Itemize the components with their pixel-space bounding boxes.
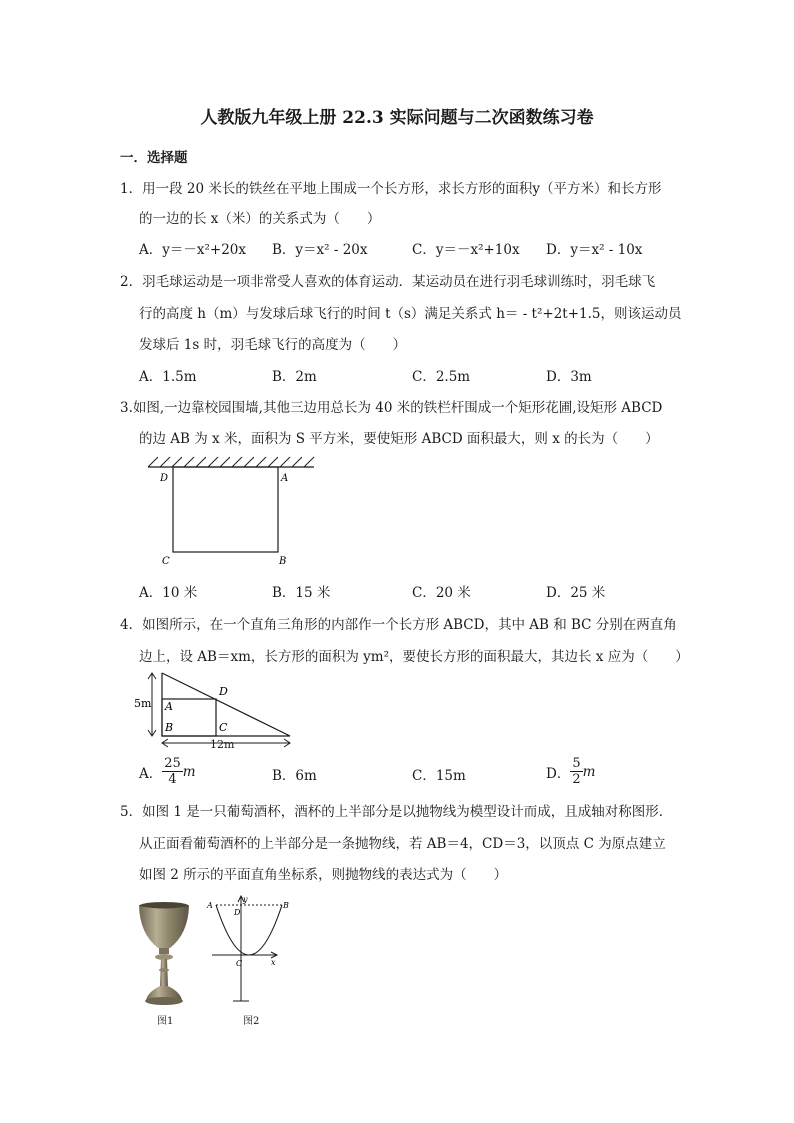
parabola <box>216 905 282 955</box>
q3-option-d[interactable]: D．25 米 <box>546 585 606 601</box>
label-x: x <box>271 958 276 967</box>
q4-option-a[interactable] <box>139 756 196 787</box>
q1-line1: 1．用一段 20 米长的铁丝在平地上围成一个长方形，求长方形的面积y（平方米）和长方形 <box>120 181 662 197</box>
q2-option-b[interactable]: B．2m <box>272 369 317 385</box>
q3-line1: 3.如图,一边靠校园围墙,其他三边用总长为 40 米的铁栏杆围成一个矩形花圃,设矩形 ABCD <box>120 400 663 416</box>
q1-option-d[interactable]: D．y＝x² - 10x <box>546 242 643 258</box>
q3-line2: 的边 AB 为 x 米，面积为 S 平方米，要使矩形 ABCD 面积最大，则 x 的长为（ ） <box>139 431 659 447</box>
q3-option-c[interactable]: C．20 米 <box>412 585 471 601</box>
q2-option-d[interactable]: D．3m <box>546 369 592 385</box>
q4-figure <box>134 668 299 753</box>
label-c: C <box>162 556 170 567</box>
q2-line1: 2．羽毛球运动是一项非常受人喜欢的体育运动．某运动员在进行羽毛球训练时，羽毛球飞 <box>120 274 656 290</box>
label-d: D <box>234 908 241 917</box>
fraction-numerator: 5 <box>572 756 581 771</box>
label-a: A <box>207 901 213 910</box>
section-heading: 一．选择题 <box>120 150 188 166</box>
label-a: A <box>165 700 173 713</box>
figure-2-caption: 图2 <box>243 1016 260 1027</box>
label-b: B <box>283 901 289 910</box>
q4-line1: 4．如图所示，在一个直角三角形的内部作一个长方形 ABCD，其中 AB 和 BC 分别在两直角 <box>120 617 677 633</box>
q2-option-c[interactable]: C．2.5m <box>412 369 471 385</box>
q5-line2: 从正面看葡萄酒杯的上半部分是一条抛物线，若 AB＝4，CD＝3，以顶点 C 为原点建立 <box>139 836 666 852</box>
q1-line2: 的一边的长 x（米）的关系式为（ ） <box>139 211 381 227</box>
q5-figure-2 <box>200 893 290 1005</box>
height-label: 5m <box>134 697 152 710</box>
q3-option-b[interactable]: B．15 米 <box>272 585 331 601</box>
q4-option-a-key: A． <box>139 765 163 782</box>
q2-option-a[interactable]: A．1.5m <box>139 369 197 385</box>
q4-option-a-fraction <box>162 756 183 787</box>
q1-option-b[interactable]: B．y＝x² - 20x <box>272 242 368 258</box>
label-d: D <box>160 473 169 484</box>
wine-glass-photo <box>136 900 192 1008</box>
q1-option-c[interactable]: C．y＝－x²+10x <box>412 242 520 258</box>
q4-option-c[interactable]: C．15m <box>412 768 466 784</box>
fraction-denominator: 2 <box>572 772 581 787</box>
q4-line2: 边上，设 AB＝xm，长方形的面积为 ym²，要使长方形的面积最大，其边长 x 应为（ ） <box>139 649 689 665</box>
q3-option-a[interactable]: A．10 米 <box>139 585 198 601</box>
base-label: 12m <box>210 738 235 751</box>
figure-1-caption: 图1 <box>157 1016 174 1027</box>
fraction-numerator: 25 <box>164 756 181 771</box>
q5-line3: 如图 2 所示的平面直角坐标系，则抛物线的表达式为（ ） <box>139 867 508 883</box>
label-d: D <box>219 685 228 698</box>
q4-option-a-unit: m <box>182 763 196 780</box>
label-c: C <box>236 959 243 968</box>
label-a: A <box>281 473 289 484</box>
q4-option-d[interactable] <box>546 756 595 787</box>
q4-option-d-fraction <box>570 756 582 787</box>
rectangle-abcd <box>173 467 278 552</box>
label-c: C <box>219 721 228 734</box>
fraction-denominator: 4 <box>168 772 177 787</box>
q1-option-a[interactable]: A．y＝－x²+20x <box>139 242 247 258</box>
q5-line1: 5．如图 1 是一只葡萄酒杯，酒杯的上半部分是以抛物线为模型设计而成，且成轴对称图形． <box>120 804 673 820</box>
label-b: B <box>165 721 174 734</box>
q2-line2: 行的高度 h（m）与发球后球飞行的时间 t（s）满足关系式 h＝ - t²+2t+1.5，则该运动员 <box>139 306 682 322</box>
wall-hatching <box>148 457 314 467</box>
q2-line3: 发球后 1s 时，羽毛球飞行的高度为（ ） <box>139 337 407 353</box>
q4-option-d-unit: m <box>582 763 596 780</box>
q4-option-b[interactable]: B．6m <box>272 768 317 784</box>
q4-option-d-key: D． <box>546 765 571 782</box>
label-y: y <box>243 895 248 904</box>
label-b: B <box>279 556 287 567</box>
page-title: 人教版九年级上册 22.3 实际问题与二次函数练习卷 <box>200 108 594 128</box>
q3-figure <box>140 452 320 577</box>
